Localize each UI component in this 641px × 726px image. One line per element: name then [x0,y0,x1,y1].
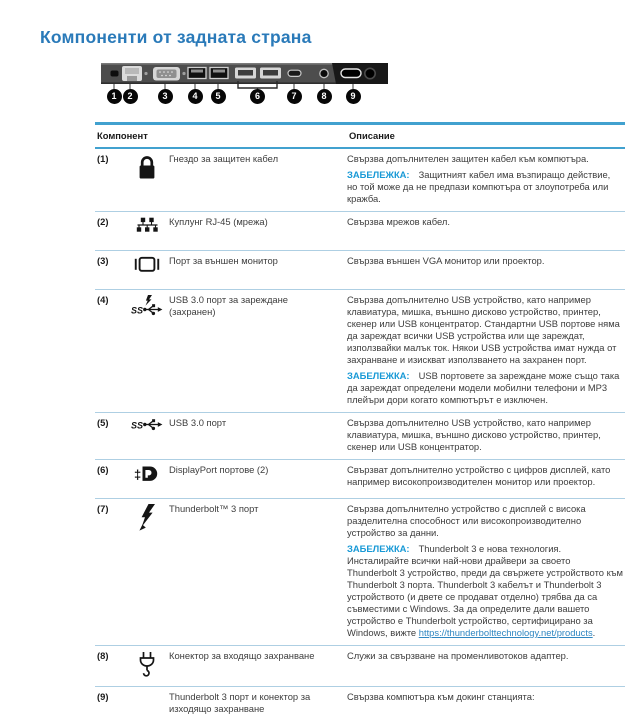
callout-1: 1 [107,89,122,104]
power-in-connector [320,69,328,77]
table-row [95,251,625,290]
callout-6: 6 [250,89,265,104]
row-number: (8) [97,650,109,661]
table-header [95,125,625,149]
usb3-icon [131,418,163,434]
svg-text:SS: SS [131,305,144,316]
note [347,169,623,205]
component-description [347,216,625,244]
row-number: (5) [97,417,109,428]
callout-5: 5 [211,89,226,104]
column-header-component: Компонент [97,130,148,141]
table-row [95,499,625,646]
displayport-1 [235,68,256,79]
table-row [95,460,625,499]
note-tail: . [592,627,596,638]
thunderbolt-icon [139,504,156,535]
component-name: DisplayPort портове (2) [169,464,269,475]
thunderbolt-out-port [341,69,361,78]
lock-icon [136,154,158,184]
row-number: (4) [97,294,109,305]
table-row [95,413,625,460]
components-table [95,122,625,725]
rj45-icon [136,217,159,236]
note-label: ЗАБЕЛЕЖКА: [347,370,410,381]
table-row [95,212,625,251]
component-name: Конектор за входящо захранване [169,650,315,661]
back-panel-image [98,55,390,113]
usbc-thunderbolt-port [288,70,301,76]
row-icon-cell [125,417,169,453]
vga-port [153,67,180,81]
component-name: Куплунг RJ-45 (мрежа) [169,216,268,227]
security-slot-port [111,71,119,77]
svg-text:‡: ‡ [134,466,142,482]
power-out-connector [365,68,375,78]
row-icon-cell [125,650,169,680]
manual-page [0,27,641,726]
component-name: Гнездо за защитен кабел [169,153,279,164]
component-description [347,691,625,719]
component-description [347,417,625,453]
description-text: Свързва външен VGA монитор или проектор. [347,255,545,266]
note-label: ЗАБЕЛЕЖКА: [347,543,410,554]
component-description [347,153,625,205]
power-connector-icon [137,651,157,680]
description-text: Свързва мрежов кабел. [347,216,451,227]
callout-8: 8 [317,89,332,104]
rj45-port [122,66,142,81]
note-text: Thunderbolt 3 е нова технология. Инсталирайте всички най-нови драйвери за своето Thunderbolt 3 устройство, преди да свържете устройството към Thunderbolt 3 порта. Thunderbolt 3 кабелът и Thunderbolt 3 устройството (и двете се продават отделно) трябва да са съвместими с Windows. За да определите дали вашето устройство е Thunderbolt устройство, сертифицирано за Windows, вижте [347,543,623,638]
table-body [95,149,625,725]
row-number: (7) [97,503,109,514]
column-header-description: Описание [349,130,395,141]
description-text: Свързва допълнителен защитен кабел към компютъра. [347,153,589,164]
component-name: Thunderbolt™ 3 порт [169,503,259,514]
row-icon-cell [125,255,169,283]
description-text: Служи за свързване на променливотоков адаптер. [347,650,569,661]
note [347,543,623,639]
row-icon-cell [125,153,169,205]
row-number: (2) [97,216,109,227]
component-description [347,650,625,680]
usb-port-5 [210,68,228,79]
callout-7: 7 [287,89,302,104]
component-name: USB 3.0 порт [169,417,227,428]
component-name: Порт за външен монитор [169,255,278,266]
table-row [95,687,625,725]
component-description [347,464,625,492]
component-name: Thunderbolt 3 порт и конектор за изходящо захранване [169,691,311,714]
row-number: (1) [97,153,109,164]
displayport-icon [134,465,160,486]
description-text: Свързва компютъра към докинг станцията: [347,691,535,702]
description-text: Свързва допълнително USB устройство, като например клавиатура, мишка, външно дисково устройство, принтер, скенер или USB концентратор. [347,417,601,452]
displayport-2 [260,68,281,79]
component-description [347,294,625,406]
usb-charging-icon [131,295,163,319]
description-text: Свързва допълнително устройство с дисплей с висока разделителна способност или високопроизводително устройство за данни. [347,503,586,538]
svg-text:SS: SS [131,420,144,431]
callout-9: 9 [346,89,361,104]
row-icon-cell [125,294,169,406]
row-icon-cell [125,464,169,492]
external-monitor-icon [134,256,160,276]
callout-2: 2 [123,89,138,104]
callout-3: 3 [158,89,173,104]
table-row [95,646,625,687]
row-number: (3) [97,255,109,266]
description-text: Свързват допълнително устройство с цифров дисплей, като например високопроизводителен монитор или проектор. [347,464,611,487]
usb-port-4 [188,68,206,79]
thunderbolt-products-link[interactable]: https://thunderbolttechnology.net/products [418,627,593,638]
row-icon-cell [125,691,169,719]
back-panel-diagram [98,55,390,113]
page-title: Компоненти от задната страна [40,27,312,47]
component-name: USB 3.0 порт за зареждане (захранен) [169,294,289,317]
note-text: USB портовете за зареждане може също така да зареждат определени модели мобилни телефони и MP3 плейъри дори когато компютърът е изключен. [347,370,620,405]
note [347,370,623,406]
note-label: ЗАБЕЛЕЖКА: [347,169,410,180]
row-icon-cell [125,216,169,244]
row-number: (6) [97,464,109,475]
table-row [95,290,625,413]
component-description [347,255,625,283]
table-row [95,149,625,212]
component-description [347,503,625,639]
row-number: (9) [97,691,109,702]
row-icon-cell [125,503,169,639]
description-text: Свързва допълнително USB устройство, като например клавиатура, мишка, външно дисково устройство, принтер, скенер или USB концентратор. Стандартни USB портове няма да зареждат всички USB устройства или ще зареждат, използвайки малък ток. Някои USB устройства имат нужда от захранване и изискват използването на захранен порт. [347,294,620,365]
callout-4: 4 [188,89,203,104]
note-text: Защитният кабел има възпиращо действие, но той може да не предпази компютъра от злоупотреба или кражба. [347,169,611,204]
